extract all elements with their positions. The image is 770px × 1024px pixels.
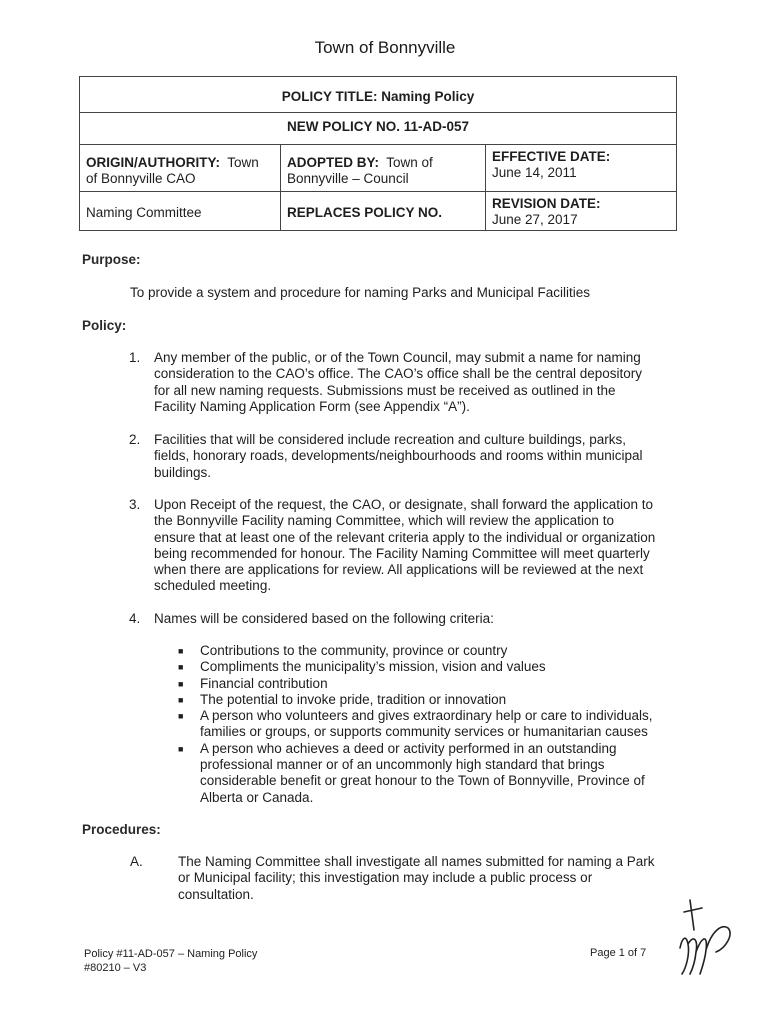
adopted-label: ADOPTED BY:: [287, 155, 380, 170]
policy-item-line: the Bonnyville Facility naming Committee, which will review the application to: [154, 513, 614, 529]
policy-item-number: 4.: [129, 611, 141, 626]
policy-item-line: buildings.: [154, 464, 212, 480]
procedure-line: or Municipal facility; this investigation may include a public process or: [178, 870, 593, 886]
criteria-item: ■ The potential to invoke pride, tradition or innovation: [178, 691, 507, 707]
procedures-heading: Procedures:: [82, 822, 161, 837]
effective-label: EFFECTIVE DATE:: [492, 149, 611, 164]
origin-label: ORIGIN/AUTHORITY:: [86, 155, 220, 170]
policy-item-line: scheduled meeting.: [154, 578, 272, 594]
adopted-value-2: Bonnyville – Council: [287, 171, 409, 186]
footer-document-id: #80210 – V3: [84, 962, 147, 974]
policy-item-line: Facility Naming Application Form (see Appendix “A”).: [154, 398, 470, 414]
policy-item-line: being recommended for honour. The Facility Naming Committee will meet quarterly: [154, 545, 650, 561]
revision-cell: [486, 192, 676, 231]
authority-row: [80, 145, 676, 192]
policy-item-line: fields, honorary roads, developments/neighbourhoods and rooms within municipal: [154, 448, 643, 464]
replaces-label: REPLACES POLICY NO.: [287, 205, 443, 220]
footer-reference: [84, 947, 257, 975]
procedure-line: The Naming Committee shall investigate all names submitted for naming a Park: [178, 854, 655, 869]
origin-value-1: Town: [227, 155, 259, 170]
bullet-icon: ■: [178, 743, 184, 754]
policy-title-row: [80, 77, 676, 113]
policy-item-line: ensure that at least one of the relevant criteria apply to the individual or organization: [154, 529, 656, 545]
policy-number-row: [80, 113, 676, 145]
new-policy-label: NEW POLICY NO.: [286, 119, 400, 134]
criteria-item: ■ Financial contribution: [178, 675, 328, 691]
bullet-icon: ■: [178, 646, 184, 656]
policy-title-value: Naming Policy: [381, 89, 475, 104]
adopted-value-1: Town of: [386, 155, 433, 170]
policy-item-number: 1.: [129, 350, 141, 365]
policy-item-line: Any member of the public, or of the Town Council, may submit a name for naming: [154, 350, 641, 365]
footer-policy-line: Policy #11-AD-057 – Naming Policy: [84, 948, 258, 960]
purpose-heading: Purpose:: [82, 252, 141, 267]
adopted-cell: [281, 145, 486, 191]
bullet-icon: ■: [178, 694, 184, 705]
committee-cell: [80, 192, 281, 231]
policy-item-line: for all new naming requests. Submissions must be received as outlined in the: [154, 382, 616, 398]
replaces-cell: [281, 192, 486, 231]
revision-value: June 27, 2017: [492, 212, 578, 227]
new-policy-value: 11-AD-057: [403, 119, 470, 134]
initials-signature: [668, 890, 738, 985]
purpose-text: To provide a system and procedure for naming Parks and Municipal Facilities: [130, 285, 590, 300]
bullet-icon: ■: [178, 662, 184, 673]
criteria-item: ■ Compliments the municipality’s mission, vision and values: [178, 659, 546, 675]
bullet-icon: ■: [178, 678, 184, 689]
policy-item-line: Names will be considered based on the following criteria:: [154, 611, 494, 626]
policy-title-label: POLICY TITLE:: [281, 89, 378, 104]
policy-item-number: 2.: [129, 432, 141, 447]
effective-value: June 14, 2011: [492, 165, 577, 180]
origin-value-2: of Bonnyville CAO: [86, 171, 196, 186]
bullet-icon: ■: [178, 711, 184, 722]
procedure-letter: A.: [130, 854, 143, 869]
document-title: Town of Bonnyville: [314, 38, 456, 57]
procedure-line: consultation.: [178, 886, 254, 902]
policy-header-table: [79, 76, 677, 231]
page-number: Page 1 of 7: [590, 947, 647, 959]
revision-label: REVISION DATE:: [492, 196, 601, 211]
policy-item-number: 3.: [129, 497, 141, 512]
policy-item-line: when there are applications for review. All applications will be reviewed at the next: [154, 562, 644, 578]
committee-row: [80, 192, 676, 231]
committee-name: Naming Committee: [86, 205, 202, 220]
criteria-item: ■ A person who achieves a deed or activity performed in an outstanding professional manner or of an uncommonly high standard that brings considerable benefit or great honour to the Town of Bonnyville, Province of Alberta or Canada.: [178, 740, 645, 805]
criteria-list: [176, 643, 676, 806]
criteria-item: ■ Contributions to the community, province or country: [178, 643, 508, 658]
criteria-item: ■ A person who volunteers and gives extraordinary help or care to individuals, families or groups, or supports community services or humanitarian causes: [178, 708, 653, 740]
origin-cell: [80, 145, 281, 191]
effective-cell: [486, 145, 676, 191]
policy-item-line: Facilities that will be considered include recreation and culture buildings, parks,: [154, 432, 626, 447]
policy-item-line: Upon Receipt of the request, the CAO, or designate, shall forward the application to: [154, 497, 654, 512]
policy-heading: Policy:: [82, 318, 127, 333]
policy-item-line: consideration to the CAO’s office. The CAO’s office shall be the central depository: [154, 366, 643, 382]
